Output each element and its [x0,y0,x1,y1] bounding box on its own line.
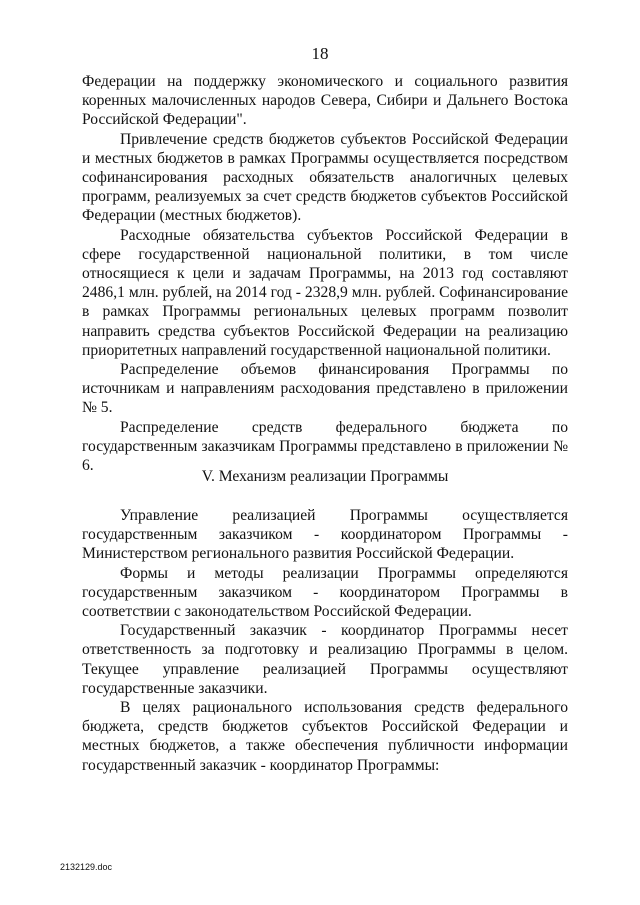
body-text-block-1 [82,72,568,475]
paragraph: Государственный заказчик - координатор Программы несет ответственность за подготовку и реализацию Программы в целом. Текущее управление реализацией Программы осуществляют государственные заказчики. [82,622,568,697]
paragraph: Распределение средств федерального бюджета по государственным заказчикам Программы представлено в приложении № 6. [82,418,568,475]
footer-filename: 2132129.doc [60,862,113,872]
page-number: 18 [311,44,329,63]
paragraph: Привлечение средств бюджетов субъектов Российской Федерации и местных бюджетов в рамках Программы осуществляется посредством софинансирования расходных обязательств аналогичных целевых программ, реализуемых за счет средств бюджетов субъектов Российской Федерации (местных бюджетов). [82,130,568,225]
paragraph: Формы и методы реализации Программы определяются государственным заказчиком - координатором Программы в соответствии с законодательством Российской Федерации. [82,564,568,621]
paragraph: В целях рационального использования средств федерального бюджета, средств бюджетов субъектов Российской Федерации и местных бюджетов, а также обеспечения публичности информации государственный заказчик - координатор Программы: [82,699,568,774]
paragraph: Распределение объемов финансирования Программы по источникам и направлениям расходования представлено в приложении № 5. [82,361,568,417]
paragraph: Управление реализацией Программы осуществляется государственным заказчиком - координатором Программы - Министерством регионального развития Российской Федерации. [82,507,568,563]
body-text-block-2 [82,506,568,775]
section-heading: V. Механизм реализации Программы [201,468,449,485]
paragraph: Расходные обязательства субъектов Российской Федерации в сфере государственной национальной политики, в том числе относящиеся к цели и задачам Программы, на 2013 год составляют 2486,1 млн. рублей, на 2014 год - 2328,9 млн. рублей. Софинансирование в рамках Программы региональных целевых программ позволит направить средства субъектов Российской Федерации на реализацию приоритетных направлений государственной национальной политики. [82,226,568,359]
paragraph: Федерации на поддержку экономического и социального развития коренных малочисленных народов Севера, Сибири и Дальнего Востока Российской Федерации". [82,73,568,129]
